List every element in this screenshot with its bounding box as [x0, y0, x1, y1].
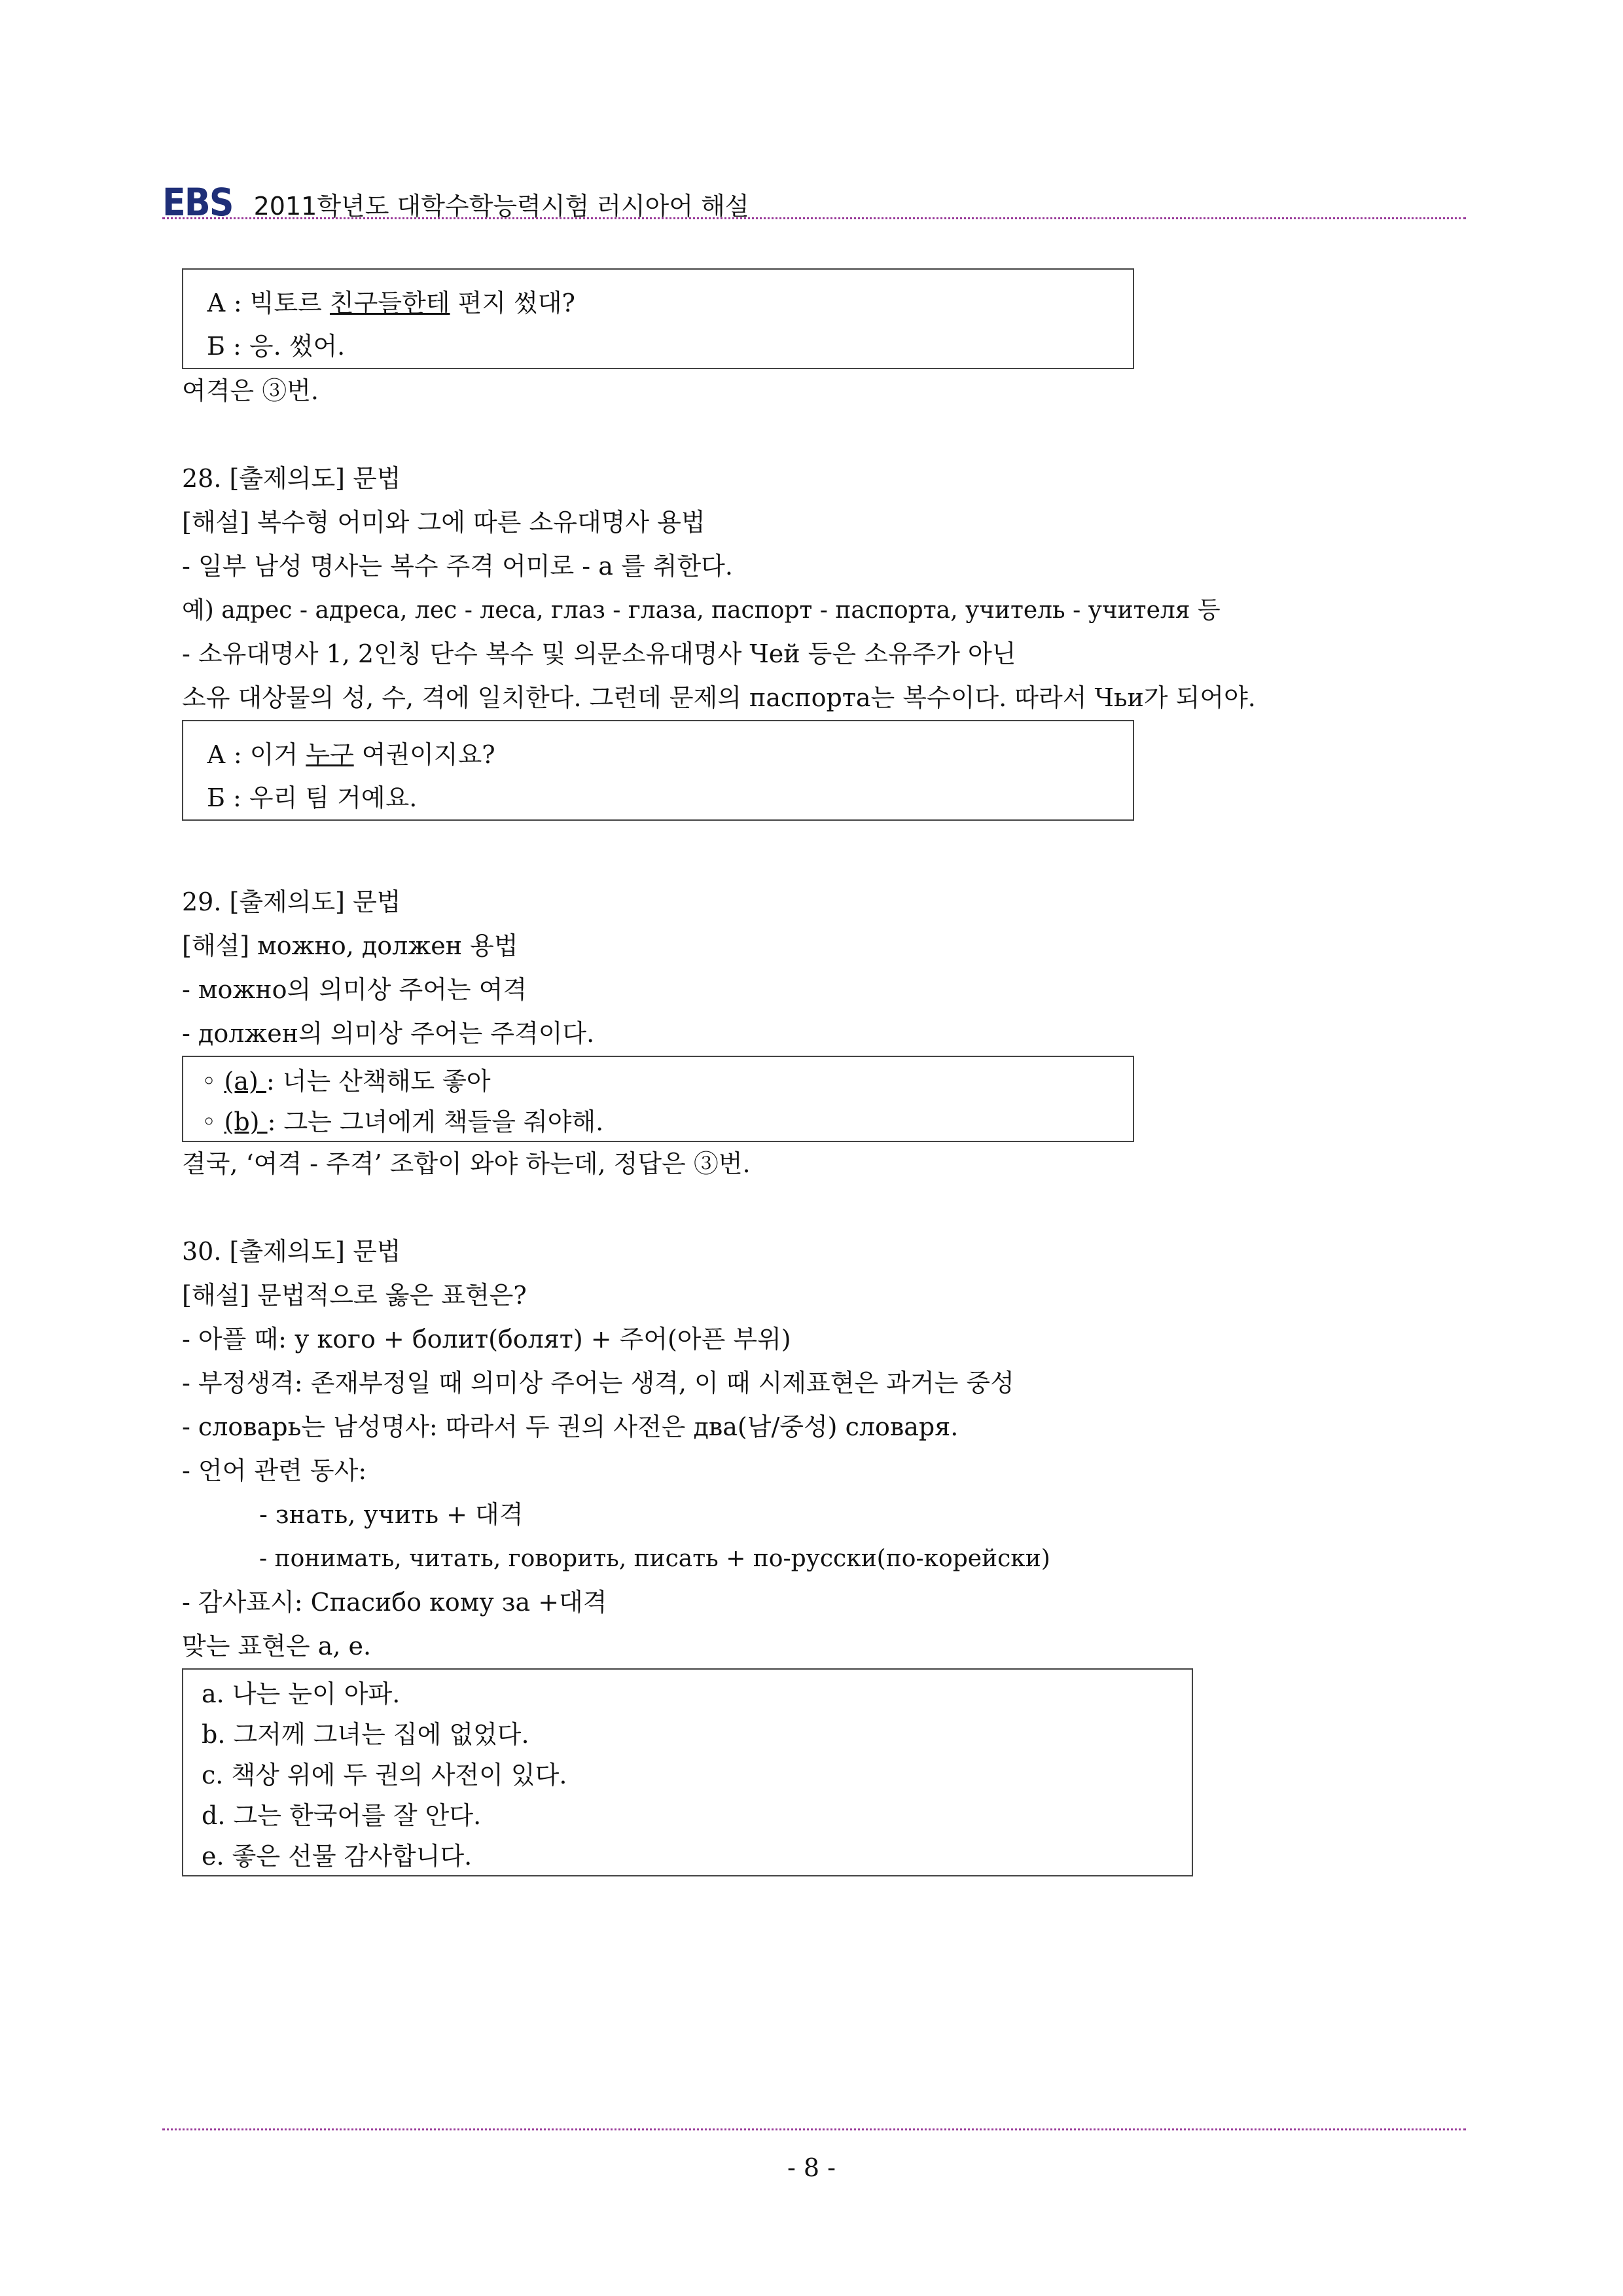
ebs-logo: EBS: [162, 180, 233, 224]
spacer: [182, 1186, 1484, 1230]
q29-title: 29. [출제의도] 문법: [182, 888, 401, 916]
text: А : 이거: [207, 740, 306, 769]
text: 편지 썼대?: [450, 289, 575, 317]
spacer: [182, 821, 1484, 865]
underlined-text: (a): [224, 1067, 266, 1096]
q30-line-2: - 부정생격: 존재부정일 때 의미상 주어는 생격, 이 때 시제표현은 과거는 중성: [182, 1369, 1014, 1397]
example-line-a: [207, 733, 1133, 776]
spacer: [182, 413, 1484, 457]
text: А : 빅토르: [207, 289, 330, 317]
q28-line-3: - 소유대명사 1, 2인칭 단수 복수 및 의문소유대명사 Чей 등은 소유주가 아닌: [182, 639, 1016, 668]
q30-line-3: - словарь는 남성명사: 따라서 두 권의 사전은 два(남/중성) словаря.: [182, 1412, 959, 1441]
q28-line-2: 예) адрес - адреса, лес - леса, глаз - глаза, паспорт - паспорта, учитель - учителя 등: [182, 597, 1221, 624]
page-header: [162, 169, 1465, 224]
option-e: e. 좋은 선물 감사합니다.: [202, 1842, 473, 1871]
example-line-b: [202, 1100, 1133, 1141]
q29-line-2: - должен의 의미상 주어는 주격이다.: [182, 1019, 595, 1048]
q30-line-7: - 감사표시: Спасибо кому за +대격: [182, 1588, 607, 1617]
text: : 너는 산책해도 좋아: [266, 1067, 491, 1096]
underlined-text: (b): [224, 1107, 268, 1136]
q30-line-5: - знать, учить + 대격: [259, 1500, 524, 1529]
option-a: a. 나는 눈이 아파.: [202, 1679, 401, 1708]
answer-line: 여격은 ③번.: [182, 376, 319, 405]
q28-line-4: 소유 대상물의 성, 수, 격에 일치한다. 그런데 문제의 паспорта는 복수이다. 따라서 Чьи가 되어야.: [182, 683, 1256, 712]
q30-line-1: - 아플 때: у кого + болит(болят) + 주어(아픈 부위): [182, 1325, 791, 1354]
page-number: - 8 -: [787, 2153, 836, 2182]
option-d: d. 그는 한국어를 잘 안다.: [202, 1801, 482, 1830]
example-box-1: [182, 268, 1134, 369]
q30-line-4: - 언어 관련 동사:: [182, 1456, 367, 1485]
q28-title: 28. [출제의도] 문법: [182, 464, 401, 493]
bullet: ◦: [202, 1107, 224, 1136]
q29-conclusion: 결국, ‘여격 - 주격’ 조합이 와야 하는데, 정답은 ③번.: [182, 1149, 751, 1178]
option-b: b. 그저께 그녀는 집에 없었다.: [202, 1720, 529, 1749]
example-line-a: [207, 281, 1133, 325]
underlined-text: 누구: [306, 740, 354, 769]
bullet: ◦: [202, 1067, 224, 1096]
q29-line-1: - можно의 의미상 주어는 여격: [182, 975, 527, 1004]
q28-line-1: - 일부 남성 명사는 복수 주격 어미로 - а 를 취한다.: [182, 552, 733, 581]
q29-explain: [해설] можно, должен 용법: [182, 931, 518, 960]
spacer: [182, 865, 1484, 880]
q30-line-6: - понимать, читать, говорить, писать + по-русски(по-корейски): [259, 1545, 1050, 1572]
example-line-a: [202, 1060, 1133, 1100]
q29-example-box: [182, 1056, 1134, 1142]
footer-rule: [162, 2128, 1466, 2130]
q28-explain: [해설] 복수형 어미와 그에 따른 소유대명사 용법: [182, 508, 705, 537]
text: 여권이지요?: [353, 740, 495, 769]
q28-example-box: [182, 720, 1134, 821]
page-content: [182, 268, 1484, 1876]
q30-options-box: [182, 1668, 1193, 1876]
q30-explain: [해설] 문법적으로 옳은 표현은?: [182, 1281, 527, 1310]
header-rule: [162, 217, 1466, 219]
example-line-b: Б : 우리 팀 거예요.: [207, 783, 418, 812]
header-title: 2011학년도 대학수학능력시험 러시아어 해설: [253, 192, 749, 221]
q30-answer: 맞는 표현은 a, e.: [182, 1632, 372, 1660]
option-c: c. 책상 위에 두 권의 사전이 있다.: [202, 1761, 567, 1789]
q30-title: 30. [출제의도] 문법: [182, 1237, 401, 1266]
text: : 그는 그녀에게 책들을 줘야해.: [267, 1107, 604, 1136]
underlined-text: 친구들한테: [329, 289, 450, 317]
example-line-b: Б : 응. 썼어.: [207, 332, 346, 361]
